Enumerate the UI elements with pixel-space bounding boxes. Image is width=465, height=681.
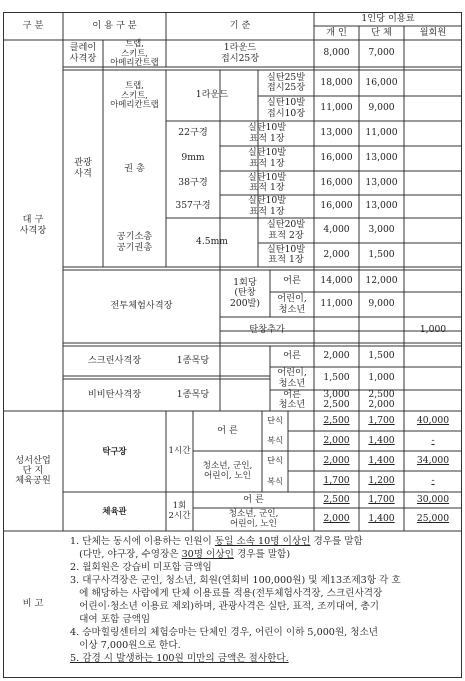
- table-tennis-youth: 청소년, 군인, 어린이, 노인: [202, 460, 253, 481]
- combat-std: 1회당 (탄창 200발): [230, 277, 260, 309]
- screen-who-1: 어른: [283, 350, 301, 362]
- screen-std: 1종목당: [176, 354, 210, 366]
- pistol-grp-3: 13,000: [365, 176, 398, 188]
- pistol-cal-3: 38구경: [178, 176, 208, 188]
- remark-line: 5. 감경 시 발생하는 100원 미만의 금액은 절사한다.: [70, 653, 289, 665]
- tt-grp-3: 1,400: [368, 454, 395, 466]
- pistol-grp-4: 13,000: [365, 200, 398, 212]
- trap-round: 1라운드: [195, 89, 229, 101]
- park-name: 성서산업 단 지 체육공원: [15, 454, 51, 487]
- remark-line: 이상 7,000원으로 한다.: [70, 640, 181, 652]
- pistol-grp-1: 11,000: [365, 127, 398, 139]
- gym-label: 체육관: [102, 505, 127, 516]
- header-category: 구 분: [22, 19, 44, 31]
- remark-line: 대여 포함 금액임: [70, 614, 151, 626]
- tt-mon-2: -: [431, 434, 435, 446]
- air-grp-1: 3,000: [368, 224, 395, 236]
- gym-mon-1: 30,000: [416, 493, 450, 505]
- header-group: 단 체: [371, 26, 392, 38]
- tt-type-3: 단식: [267, 455, 283, 466]
- combat-grp-2: 9,000: [368, 298, 395, 310]
- combat-who-1: 어른: [283, 274, 301, 286]
- remark-line: 어린이·청소년 이용료 제외)하며, 관광사격은 실탄, 표적, 조끼대여, 총기: [70, 601, 379, 613]
- combat-label: 전투체험사격장: [110, 300, 173, 312]
- pistol-std-3: 실탄10발 표적 1장: [247, 171, 287, 193]
- pistol-std-2: 실탄10발 표적 1장: [247, 147, 287, 169]
- bb-label: 비비탄사격장: [87, 388, 142, 400]
- gym-grp-1: 1,700: [368, 493, 395, 505]
- remark-line: 3. 대구사격장은 군인, 청소년, 회원(연회비 100,000원) 및 제13조제3항 각 호: [70, 575, 401, 587]
- screen-ind-2: 1,500: [323, 372, 350, 384]
- gym-who-2: 청소년, 군인, 어린이, 노인: [228, 508, 279, 529]
- pistol-std-4: 실탄10발 표적 1장: [247, 195, 287, 217]
- pistol-ind-3: 16,000: [320, 176, 353, 188]
- clay-grp: 7,000: [368, 47, 395, 59]
- remark-line: 1. 단체는 동시에 이용하는 인원이 동일 소속 10명 이상인 경우를 말함: [70, 536, 363, 547]
- screen-label: 스크린사격장: [87, 354, 142, 366]
- pistol-grp-2: 13,000: [365, 152, 398, 164]
- header-monthly: 월회원: [419, 26, 447, 38]
- air-ind-1: 4,000: [323, 224, 350, 236]
- combat-grp-1: 12,000: [365, 274, 398, 286]
- trap-ind-1: 18,000: [320, 76, 353, 88]
- clay-sub: 트랩, 스키트, 아메리칸트랩: [110, 38, 159, 68]
- pistol-ind-1: 13,000: [320, 127, 353, 139]
- remark-line: 4. 승마힐링센터의 체험승마는 단체인 경우, 어린이 이하 5,000원, 청소년: [70, 627, 379, 639]
- trap-grp-1: 16,000: [365, 76, 398, 88]
- tt-ind-4: 1,700: [323, 475, 350, 487]
- air-std-2: 실탄10발 표적 1장: [266, 243, 306, 265]
- header-usage: 이 용 구 분: [92, 19, 137, 31]
- tt-grp-2: 1,400: [368, 434, 395, 446]
- tt-grp-1: 1,700: [368, 414, 395, 426]
- air-cal: 4.5mm: [195, 236, 229, 248]
- trap-sub: 트랩, 스키트, 아메리칸트랩: [110, 80, 159, 110]
- gym-time: 1회 2시간: [168, 500, 191, 521]
- screen-ind-1: 2,000: [323, 350, 350, 362]
- clay-ind: 8,000: [323, 47, 350, 59]
- remark-line: (다만, 야구장, 수영장은 30명 이상인 경우를 말함): [70, 549, 291, 561]
- remarks-label: 비 고: [22, 597, 44, 609]
- tt-type-4: 복식: [267, 475, 283, 486]
- tt-type-2: 복식: [267, 435, 283, 446]
- screen-grp-1: 1,500: [368, 350, 395, 362]
- pistol-std-1: 실탄10발 표적 1장: [247, 122, 287, 144]
- screen-who-2: 어린이, 청소년: [277, 367, 307, 389]
- gym-ind-1: 2,500: [323, 493, 350, 505]
- air-std-1: 실탄20발 표적 2장: [266, 219, 306, 241]
- table-tennis-adult: 어 른: [217, 424, 238, 436]
- tt-mon-1: 40,000: [416, 414, 450, 426]
- bb-ind-2: 2,500: [323, 399, 350, 411]
- tt-type-1: 단식: [267, 415, 283, 426]
- pistol-ind-4: 16,000: [320, 200, 353, 212]
- table-tennis-time: 1시간: [168, 445, 191, 456]
- bb-ind-1: 3,000: [323, 388, 350, 400]
- remark-line: 에 해당하는 사람에게 단체 이용료를 적용(전투체험사격장, 스크린사격장: [70, 588, 383, 600]
- clay-std: 1라운드 접시25장: [220, 42, 260, 64]
- trap-std-2: 실탄10발 접시10장: [266, 97, 306, 119]
- tt-ind-3: 2,000: [323, 454, 350, 466]
- combat-ind-2: 11,000: [320, 298, 353, 310]
- tt-grp-4: 1,200: [368, 475, 395, 487]
- gym-who-1: 어 른: [243, 493, 264, 505]
- header-individual: 개 인: [326, 26, 347, 38]
- bb-std: 1종목당: [176, 388, 210, 400]
- remark-line: 2. 월회원은 강습비 미포함 금액임: [70, 562, 212, 574]
- header-per-person: 1인당 이용료: [361, 12, 415, 24]
- bb-who-2: 청소년: [278, 399, 306, 411]
- range-name: 대 구 사격장: [19, 214, 47, 236]
- pistol-cal-4: 357구경: [175, 200, 211, 212]
- header-standard: 기 준: [229, 19, 251, 31]
- pistol-sub: 권 총: [124, 163, 145, 175]
- combat-who-2: 어린이, 청소년: [277, 293, 307, 315]
- trap-grp-2: 9,000: [368, 102, 395, 114]
- tt-ind-1: 2,500: [323, 414, 350, 426]
- combat-ind-1: 14,000: [320, 274, 353, 286]
- tt-mon-3: 34,000: [416, 454, 450, 466]
- tour-label: 관광 사격: [74, 157, 92, 179]
- pistol-cal-1: 22구경: [178, 127, 208, 139]
- clay-label: 클레이 사격장: [69, 42, 97, 64]
- gym-grp-2: 1,400: [368, 513, 395, 525]
- gym-mon-2: 25,000: [416, 513, 450, 525]
- trap-ind-2: 11,000: [320, 102, 353, 114]
- gym-ind-2: 2,000: [323, 513, 350, 525]
- table-tennis-label: 탁구장: [102, 445, 127, 456]
- bb-who-1: 어른: [283, 388, 301, 400]
- air-ind-2: 2,000: [323, 248, 350, 260]
- screen-grp-2: 1,000: [368, 372, 395, 384]
- remarks-notes: [70, 535, 462, 665]
- trap-std-1: 실탄25발 접시25장: [266, 71, 306, 93]
- tt-ind-2: 2,000: [323, 434, 350, 446]
- pistol-cal-2: 9mm: [181, 152, 205, 164]
- bb-grp-2: 2,000: [368, 399, 395, 411]
- air-grp-2: 1,500: [368, 248, 395, 260]
- combat-extra-monthly: 1,000: [419, 323, 447, 335]
- pistol-ind-2: 16,000: [320, 152, 353, 164]
- air-sub: 공기소총 공기권총: [116, 231, 153, 253]
- tt-mon-4: -: [431, 475, 435, 487]
- combat-extra-label: 탄창추가: [249, 323, 285, 335]
- bb-grp-1: 2,500: [368, 388, 395, 400]
